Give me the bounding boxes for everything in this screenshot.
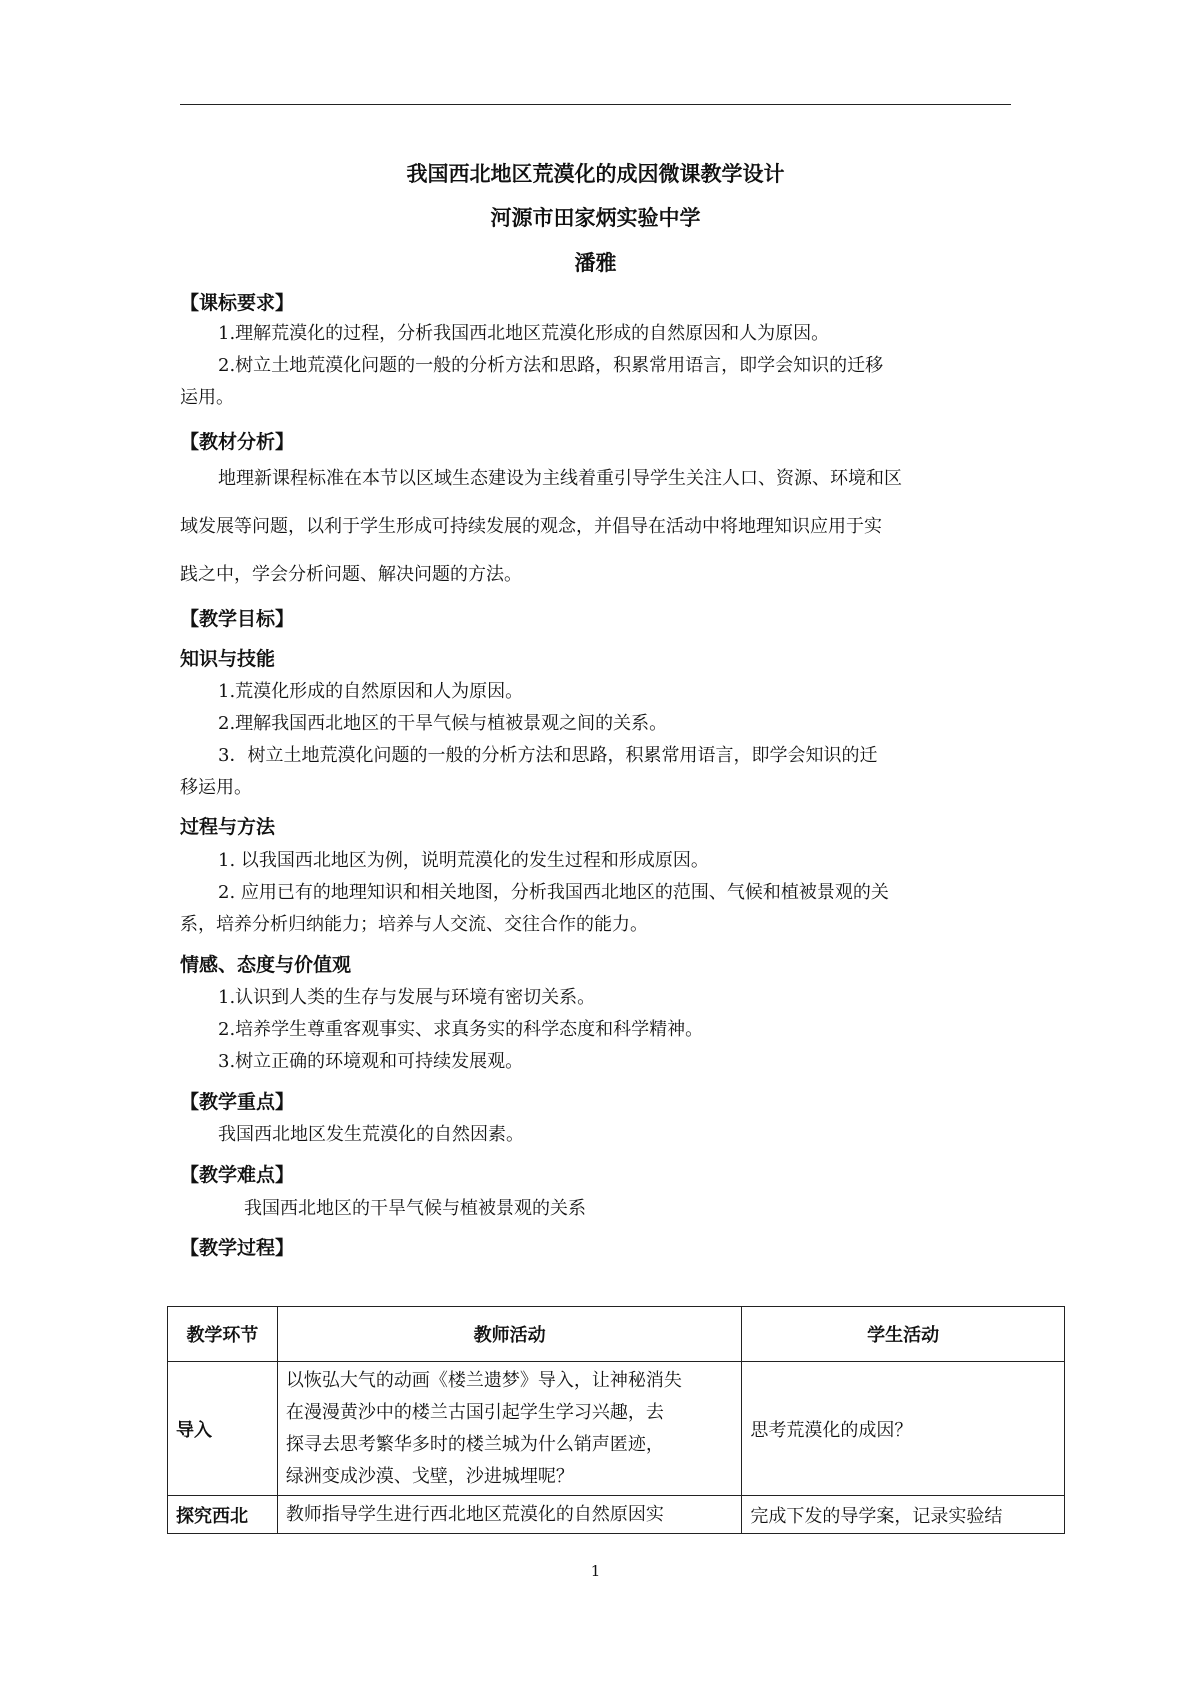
difficulty-heading: 【教学难点】 [180, 1164, 295, 1186]
attitude-line-3: 3.树立正确的环境观和可持续发展观。 [218, 1051, 524, 1072]
teacher-activity-line: 绿洲变成沙漠、戈壁，沙进城埋呢？ [285, 1465, 574, 1487]
stage-cell: 探究西北 [168, 1496, 278, 1534]
curriculum-line-3: 运用。 [180, 387, 234, 408]
process-line-3: 系，培养分析归纳能力；培养与人交流、交往合作的能力。 [180, 914, 648, 935]
school-name: 河源市田家炳实验中学 [490, 206, 701, 230]
stage-cell: 导入 [168, 1362, 278, 1496]
document-title: 我国西北地区荒漠化的成因微课教学设计 [406, 162, 785, 186]
textbook-line-3: 践之中，学会分析问题、解决问题的方法。 [180, 564, 522, 585]
curriculum-heading: 【课标要求】 [180, 292, 295, 314]
curriculum-line-1: 1.理解荒漠化的过程，分析我国西北地区荒漠化形成的自然原因和人为原因。 [218, 323, 830, 344]
attitude-heading: 情感、态度与价值观 [180, 954, 352, 976]
teacher-activity-line: 探寻去思考繁华多时的楼兰城为什么销声匿迹， [285, 1433, 664, 1455]
textbook-line-2: 域发展等问题，以利于学生形成可持续发展的观念，并倡导在活动中将地理知识应用于实 [180, 516, 882, 537]
teacher-activity-line: 教师指导学生进行西北地区荒漠化的自然原因实 [285, 1503, 664, 1525]
teacher-activity-line: 以恢弘大气的动画《楼兰遗梦》导入，让神秘消失 [285, 1369, 682, 1391]
author-name: 潘雅 [574, 251, 617, 275]
table-header-row [168, 1307, 1065, 1362]
knowledge-heading: 知识与技能 [180, 648, 276, 670]
difficulty-line-1: 我国西北地区的干旱气候与植被景观的关系 [244, 1198, 586, 1219]
teacher-activity-line: 在漫漫黄沙中的楼兰古国引起学生学习兴趣，去 [285, 1401, 664, 1423]
curriculum-line-2: 2.树立土地荒漠化问题的一般的分析方法和思路，积累常用语言，即学会知识的迁移 [218, 355, 884, 376]
process-method-heading: 过程与方法 [180, 816, 276, 838]
goals-heading: 【教学目标】 [180, 608, 295, 630]
attitude-line-2: 2.培养学生尊重客观事实、求真务实的科学态度和科学精神。 [218, 1019, 704, 1040]
student-activity-cell: 思考荒漠化的成因？ [742, 1362, 1065, 1496]
process-line-1: 1. 以我国西北地区为例，说明荒漠化的发生过程和形成原因。 [218, 850, 709, 871]
textbook-line-1: 地理新课程标准在本节以区域生态建设为主线着重引导学生关注人口、资源、环境和区 [218, 468, 902, 489]
header-rule [180, 104, 1011, 105]
key-point-heading: 【教学重点】 [180, 1091, 295, 1113]
knowledge-line-3: 3．树立土地荒漠化问题的一般的分析方法和思路，积累常用语言，即学会知识的迁 [218, 745, 878, 766]
page-number: 1 [590, 1562, 601, 1580]
knowledge-line-2: 2.理解我国西北地区的干旱气候与植被景观之间的关系。 [218, 713, 668, 734]
teacher-activity-cell [277, 1496, 741, 1534]
student-activity-cell: 完成下发的导学案，记录实验结 [742, 1496, 1065, 1534]
textbook-heading: 【教材分析】 [180, 431, 295, 453]
table-header-cell: 学生活动 [742, 1307, 1065, 1362]
table-row [168, 1496, 1065, 1534]
teaching-process-heading: 【教学过程】 [180, 1237, 295, 1259]
knowledge-line-1: 1.荒漠化形成的自然原因和人为原因。 [218, 681, 524, 702]
teacher-activity-cell [277, 1362, 741, 1496]
key-point-line-1: 我国西北地区发生荒漠化的自然因素。 [218, 1124, 524, 1145]
table-header-cell: 教师活动 [277, 1307, 741, 1362]
table-row [168, 1362, 1065, 1496]
knowledge-line-4: 移运用。 [180, 777, 252, 798]
process-line-2: 2. 应用已有的地理知识和相关地图，分析我国西北地区的范围、气候和植被景观的关 [218, 882, 889, 903]
teaching-process-table [167, 1306, 1065, 1534]
table-header-cell: 教学环节 [168, 1307, 278, 1362]
attitude-line-1: 1.认识到人类的生存与发展与环境有密切关系。 [218, 987, 596, 1008]
